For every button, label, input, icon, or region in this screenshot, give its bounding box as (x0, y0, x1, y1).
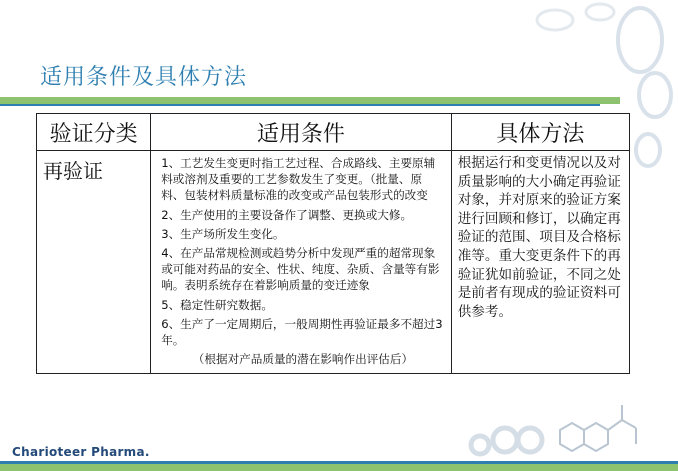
condition-item: 6、生产了一定周期后，一般周期性再验证最多不超过3 年。 (161, 316, 443, 348)
title-underline-blue (0, 104, 600, 106)
condition-item: 2、生产使用的主要设备作了调整、更换或大修。 (161, 207, 413, 222)
category-cell: 再验证 (37, 151, 151, 374)
condition-item: 4、在产品常规检测或趋势分析中发现严重的超常现象或可能对药品的安全、性状、纯度、杂质、含量等有影响。表明系统存在着影响质量的变迁迹象 (161, 246, 440, 293)
condition-item: 3、生产场所发生变化。 (161, 226, 285, 241)
chemical-structure-icon (560, 405, 636, 451)
company-logo-text: Charioteer Pharma. (12, 445, 150, 459)
condition-item: 5、稳定性研究数据。 (161, 297, 273, 312)
table-header-row (37, 114, 630, 151)
method-cell: 根据运行和变更情况以及对质量影响的大小确定再验证对象，并对原来的验证方案进行回顾和修订，以确定再验证的范围、项目及合格标准等。重大变更条件下的再验证犹如前验证，不同之处是前者有现成的验证资料可供参考。 (451, 151, 629, 374)
slide-title: 适用条件及具体方法 (40, 65, 248, 90)
header-category: 验证分类 (37, 114, 151, 151)
condition-note: （根据对产品质量的潜在影响作出评估后） (192, 352, 414, 367)
conditions-table (36, 113, 630, 374)
header-method: 具体方法 (451, 114, 629, 151)
title-underline-green (0, 97, 620, 104)
table-row (37, 151, 630, 374)
header-conditions: 适用条件 (151, 114, 452, 151)
condition-item: 1、工艺发生变更时指工艺过程、合成路线、主要原辅料或溶剂及重要的工艺参数发生了变更。（批量、原料、包装材料质量标准的改变或产品包装形式的改变 (161, 156, 436, 203)
conditions-cell (151, 151, 452, 374)
footer-bar-green (0, 464, 678, 471)
